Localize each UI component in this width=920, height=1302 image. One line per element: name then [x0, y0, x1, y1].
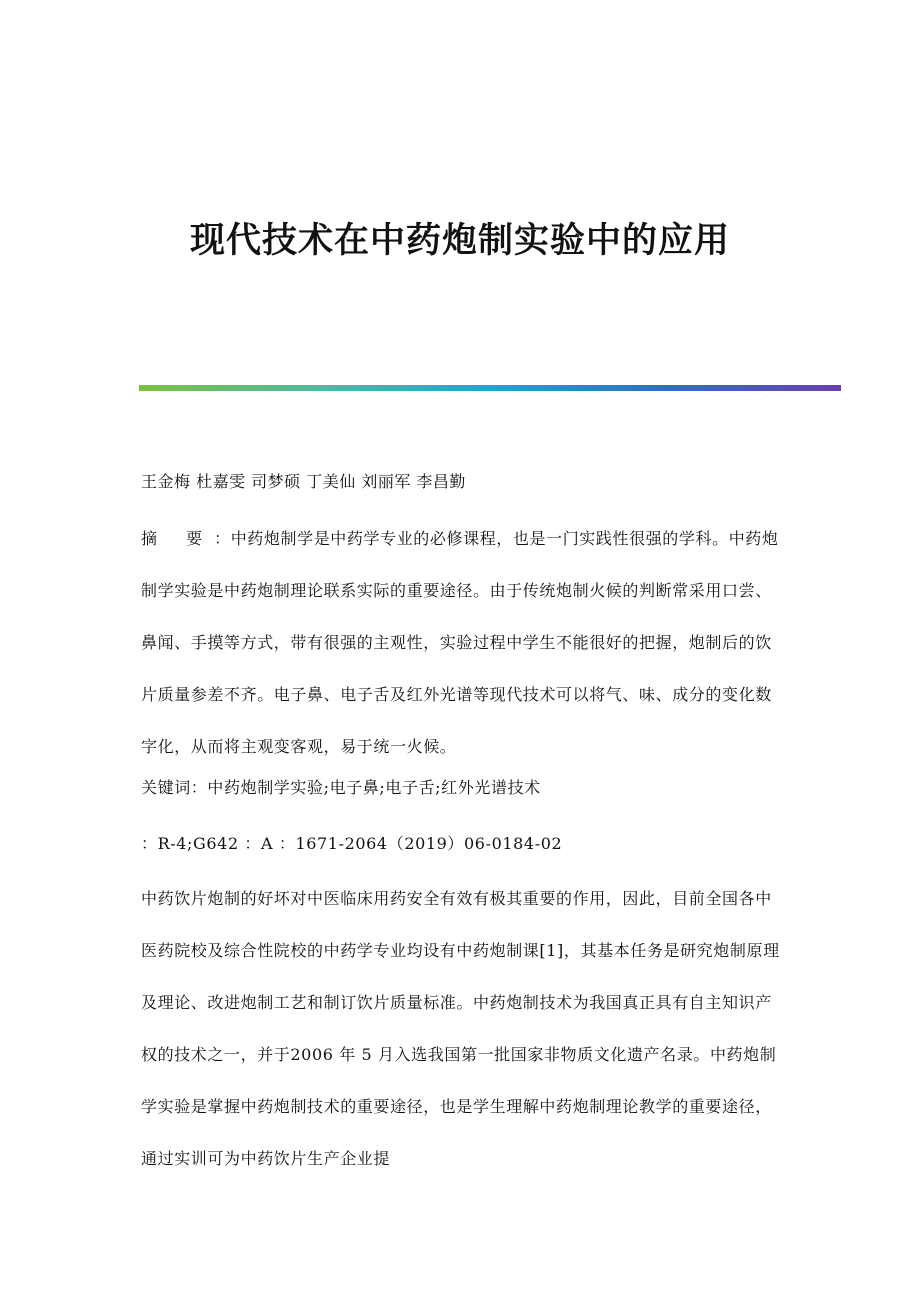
keywords: 关键词：中药炮制学实验;电子鼻;电子舌;红外光谱技术: [141, 778, 541, 797]
title-divider: [139, 385, 841, 391]
abstract-label: 摘 要: [141, 529, 215, 548]
document-title: 现代技术在中药炮制实验中的应用: [189, 221, 730, 261]
abstract: [141, 513, 781, 773]
body-paragraph: 中药饮片炮制的好坏对中医临床用药安全有效有极其重要的作用，因此，目前全国各中医药院校及综合性院校的中药学专业均设有中药炮制课[1]，其基本任务是研究炮制原理及理论、改进炮制工艺和制订饮片质量标准。中药炮制技术为我国真正具有自主知识产权的技术之一，并于2006 年 5 月入选我国第一批国家非物质文化遗产名录。中药炮制学实验是掌握中药炮制技术的重要途径，也是学生理解中药炮制理论教学的重要途径，通过实训可为中药饮片生产企业提: [141, 889, 780, 1168]
abstract-text: ：中药炮制学是中药学专业的必修课程，也是一门实践性很强的学科。中药炮制学实验是中药炮制理论联系实际的重要途径。由于传统炮制火候的判断常采用口尝、鼻闻、手摸等方式，带有很强的主观性，实验过程中学生不能很好的把握，炮制后的饮片质量参差不齐。电子鼻、电子舌及红外光谱等现代技术可以将气、味、成分的变化数字化，从而将主观变客观，易于统一火候。: [141, 529, 779, 756]
abstract-paragraph: [141, 513, 781, 773]
author-list: 王金梅 杜嘉雯 司梦硕 丁美仙 刘丽军 李昌勤: [141, 472, 466, 491]
body-text: [141, 873, 781, 1185]
classification-info: ：R-4;G642 ：A ：1671-2064（2019）06-0184-02: [141, 834, 563, 853]
